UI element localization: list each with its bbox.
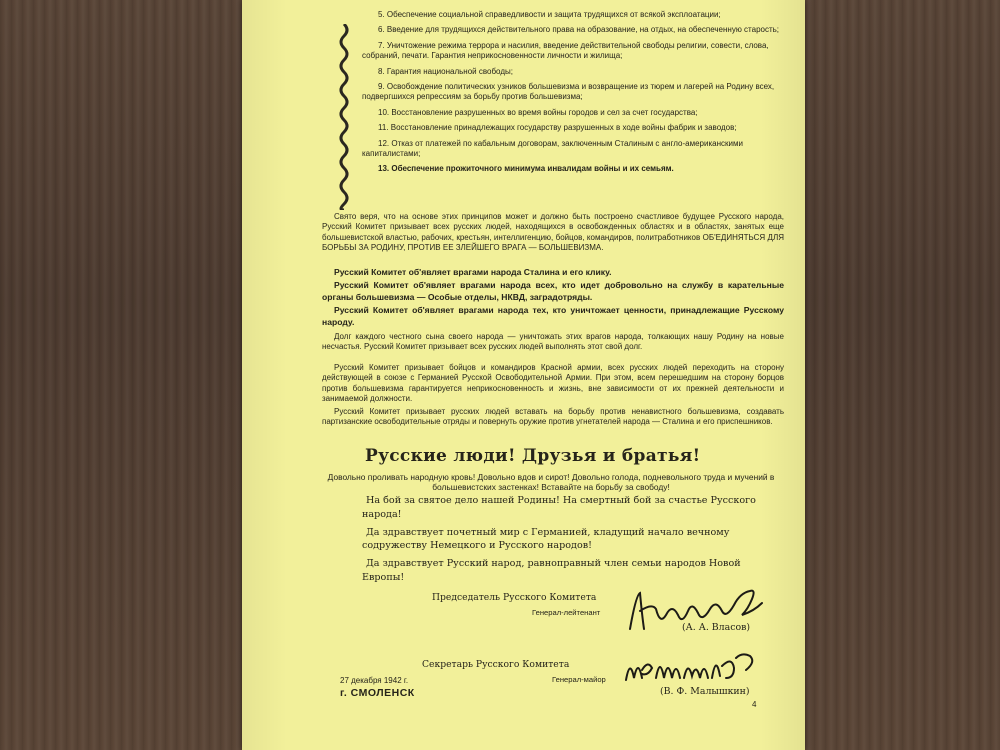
malyshkin-signature [622,648,762,688]
principle-item: 10. Восстановление разрушенных во время войны городов и сел за счет государства; [378,107,698,117]
issue-date: 27 декабря 1942 г. [340,676,409,685]
decorative-wave-border [337,24,351,210]
slogans [362,494,772,589]
duty-paragraph [322,332,784,353]
belief-text: Свято веря, что на основе этих принципов может и должно быть построено счастливое будущее Русского народа, Русский Комитет призывает всех русских людей, находящихся в освобожденных областях и в областях, занятых еще большевистской властью, рабочих, крестьян, интеллигенцию, бойцов, командиров, политработников ОБ'ЕДИНЯТЬСЯ ДЛЯ БОРЬБЫ ЗА РОДИНУ, ПРОТИВ ЕЕ ЗЛЕЙШЕГО ВРАГА — БОЛЬШЕВИЗМА. [322,212,784,253]
document-page [242,0,805,750]
appeal-text: Довольно проливать народную кровь! Довольно вдов и сирот! Довольно голода, подневольного труда и мучений в большевистских застенках! Вставайте на борьбу за свободу! [327,472,775,493]
secretary-title: Секретарь Русского Комитета [422,659,570,670]
belief-paragraph [322,212,784,254]
principle-item: 6. Введение для трудящихся действительного права на образование, на отдых, на обеспеченную старость; [378,25,780,35]
chairman-name: (А. А. Власов) [682,622,751,633]
secretary-rank: Генерал-майор [552,675,606,684]
principle-item: 9. Освобождение политических узников большевизма и возвращение из тюрем и лагерей на Родину всех, подвергшихся репрессиям за борьбу против большевизма; [362,82,775,102]
appeal-heading: Русские люди! Друзья и братья! [365,446,701,466]
principle-item: 8. Гарантия национальной свободы; [378,66,513,76]
principle-item: 11. Восстановление принадлежащих государству разрушенных в ходе войны фабрик и заводов; [378,123,737,133]
issue-city: г. СМОЛЕНСК [340,687,415,699]
declaration-destroyers: Русский Комитет об'являет врагами народа тех, кто уничтожает ценности, принадлежащие Русскому народу. [322,305,784,327]
principles-list [362,10,782,180]
partisan-paragraph [322,407,784,428]
principle-item: 7. Уничтожение режима террора и насилия, введение действительной свободы религии, совести, слова, собраний, печати. Гарантия неприкосновенности личности и жилища; [362,40,769,61]
principle-item: 13. Обеспечение прожиточного минимума инвалидам войны и их семьям. [378,164,674,174]
declaration-stalin: Русский Комитет об'являет врагами народа Сталина и его клику. [334,267,612,277]
soldiers-text: Русский Комитет призывает бойцов и командиров Красной армии, всех русских людей переходить на сторону действующей в союзе с Германией Русской Освободительной Армии. При этом, всем перешедшим на сторону борцов против большевизма гарантируется неприкосновенность и жизнь, вне зависимости от их прежней деятельности и занимаемой должности. [322,363,784,404]
declaration-nkvd: Русский Комитет об'являет врагами народа всех, кто идет добровольно на службу в карательные органы большевизма — Особые отделы, НКВД, заградотряды. [322,280,784,302]
declarations [322,267,784,328]
secretary-name: (В. Ф. Малышкин) [660,686,750,697]
duty-text: Долг каждого честного сына своего народа — уничтожать этих врагов народа, толкающих нашу Родину на новые несчастья. Русский Комитет призывает всех русских людей выполнять этот свой долг. [322,332,784,352]
chairman-title: Председатель Русского Комитета [432,592,597,603]
slogan-line: Да здравствует Русский народ, равноправный член семьи народов Новой Европы! [362,558,741,583]
partisan-text: Русский Комитет призывает русских людей вставать на борьбу против ненавистного большевизма, создавать партизанские освободительные отряды и повернуть оружие против угнетателей народа — Сталина и его приспешников. [322,407,784,427]
principle-item: 5. Обеспечение социальной справедливости и защита трудящихся от всякой эксплоатации; [378,10,721,19]
slogan-line: Да здравствует почетный мир с Германией, кладущий начало вечному содружеству Немецкого и Русского народов! [362,526,730,552]
principle-item: 12. Отказ от платежей по кабальным договорам, заключенным Сталиным с англо-американскими капиталистами; [362,138,743,159]
page-number: 4 [752,700,757,709]
soldiers-paragraph [322,363,784,405]
slogan-line: На бой за святое дело нашей Родины! На смертный бой за счастье Русского народа! [362,495,756,520]
chairman-rank: Генерал-лейтенант [532,608,601,617]
